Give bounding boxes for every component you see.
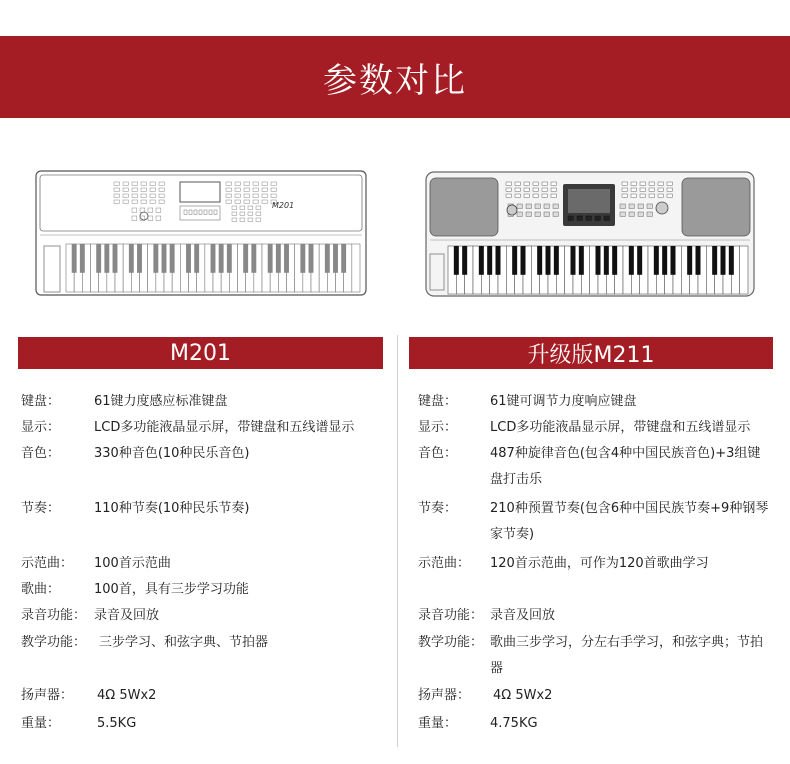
- spec-label: 节奏：: [418, 501, 458, 516]
- header-banner: [0, 36, 790, 118]
- spec-label: 示范曲：: [21, 556, 74, 571]
- spec-value: 录音及回放: [490, 608, 556, 623]
- spec-label: 歌曲：: [21, 582, 61, 597]
- spec-label: 教学功能：: [21, 635, 87, 650]
- spec-value: 100首，具有三步学习功能: [94, 582, 249, 597]
- m201-keyboard-illustration: [34, 168, 368, 298]
- m211-keyboard-illustration: [424, 168, 756, 298]
- spec-label: 重量：: [418, 716, 458, 731]
- spec-value: 110种节奏(10种民乐节奏): [94, 501, 250, 516]
- spec-label: 键盘：: [21, 394, 61, 409]
- spec-value: 61键可调节力度响应键盘: [490, 394, 637, 409]
- spec-label: 示范曲：: [418, 556, 471, 571]
- model-title-m211: 升级版M211: [409, 337, 773, 369]
- spec-label: 重量：: [21, 716, 61, 731]
- column-divider: [397, 335, 398, 747]
- model-title-m201: M201: [18, 337, 383, 369]
- spec-label: 节奏：: [21, 501, 61, 516]
- spec-label: 录音功能：: [418, 608, 484, 623]
- spec-value: 210种预置节奏(包含6种中国民族节奏+9种钢琴家节奏): [490, 501, 769, 542]
- spec-value: 100首示范曲: [94, 556, 171, 571]
- spec-label: 键盘：: [418, 394, 458, 409]
- spec-label: 录音功能：: [21, 608, 87, 623]
- spec-value: 4Ω 5Wx2: [493, 688, 553, 703]
- spec-label: 显示：: [21, 420, 61, 435]
- spec-value: 487种旋律音色(包含4种中国民族音色)+3组键盘打击乐: [490, 446, 761, 487]
- page-title: 参数对比: [323, 60, 467, 101]
- spec-label: 教学功能：: [418, 635, 484, 650]
- spec-value: 歌曲三步学习，分左右手学习，和弦字典；节拍器: [490, 635, 764, 676]
- spec-value: 三步学习、和弦字典、节拍器: [99, 635, 269, 650]
- spec-value: LCD多功能液晶显示屏，带键盘和五线谱显示: [94, 420, 355, 435]
- spec-label: 扬声器：: [418, 688, 471, 703]
- spec-value: 330种音色(10种民乐音色): [94, 446, 250, 461]
- spec-value: 5.5KG: [97, 716, 137, 731]
- spec-value: 120首示范曲，可作为120首歌曲学习: [490, 556, 709, 571]
- spec-label: 音色：: [418, 446, 458, 461]
- spec-value: 录音及回放: [94, 608, 160, 623]
- spec-label: 显示：: [418, 420, 458, 435]
- spec-value: 61键力度感应标准键盘: [94, 394, 228, 409]
- spec-label: 扬声器：: [21, 688, 74, 703]
- m201-logo-text: M201: [272, 201, 295, 210]
- spec-value: 4Ω 5Wx2: [97, 688, 157, 703]
- spec-value: 4.75KG: [490, 716, 538, 731]
- spec-label: 音色：: [21, 446, 61, 461]
- spec-value: LCD多功能液晶显示屏，带键盘和五线谱显示: [490, 420, 751, 435]
